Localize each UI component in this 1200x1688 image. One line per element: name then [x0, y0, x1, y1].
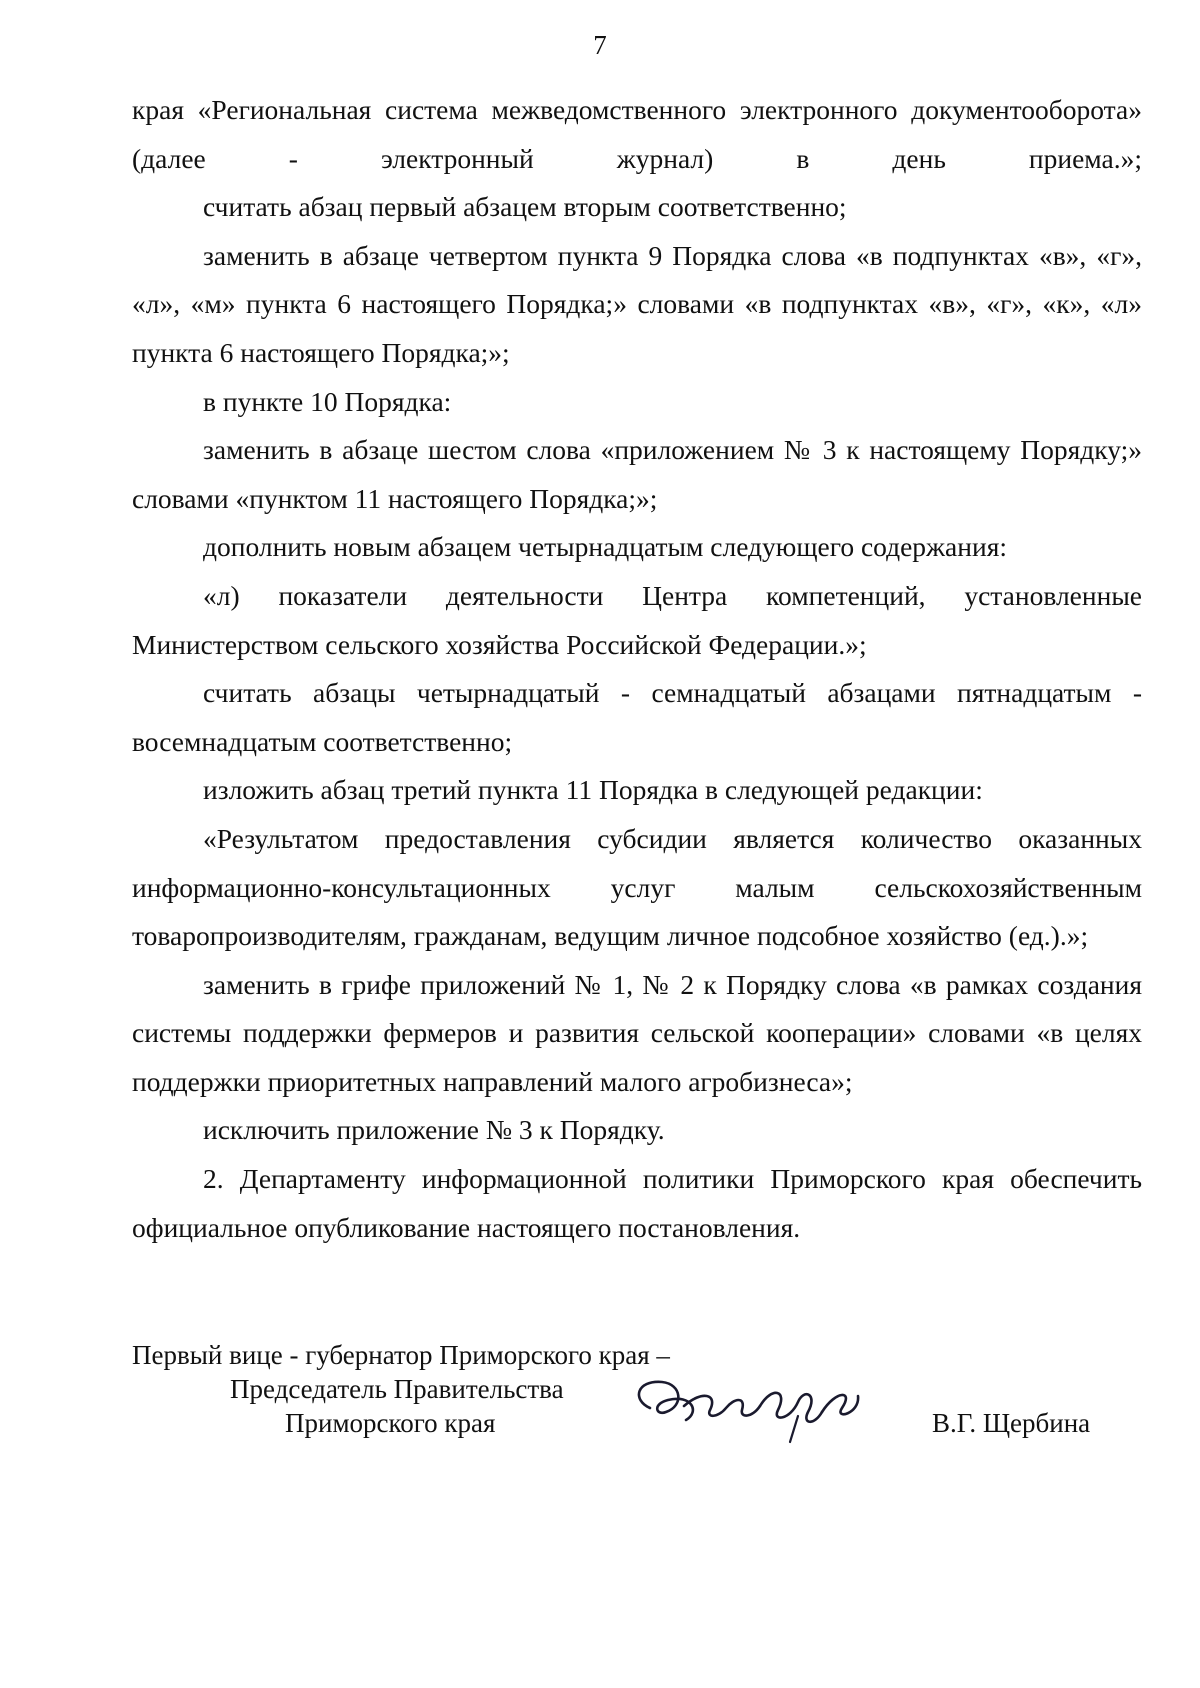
- paragraph-numbered: 2. Департаменту информационной политики Приморского края обеспечить официальное опубликование настоящего постановления.: [132, 1163, 1142, 1243]
- paragraph: изложить абзац третий пункта 11 Порядка в следующей редакции:: [203, 774, 983, 806]
- paragraph: заменить в абзаце четвертом пункта 9 Порядка слова «в подпунктах «в», «г», «л», «м» пункта 6 настоящего Порядка;» словами «в подпунктах «в», «г», «к», «л» пункта 6 настоящего Порядка;»;: [132, 239, 1142, 368]
- paragraph-continuation: края «Региональная система межведомственного электронного документооборота» (далее - электронный журнал) в день приема.»;: [132, 94, 1142, 174]
- signatory-position: Председатель Правительства: [230, 1374, 564, 1404]
- paragraph: считать абзац первый абзацем вторым соответственно;: [203, 191, 847, 223]
- signature-block: [132, 1338, 1142, 1458]
- paragraph: «Результатом предоставления субсидии является количество оказанных информационно-консультационных услуг малым сельскохозяйственным товаропроизводителям, гражданам, ведущим личное подсобное хозяйство (ед.).»;: [132, 822, 1142, 952]
- document-body: [132, 86, 1142, 1252]
- paragraph: дополнить новым абзацем четырнадцатым следующего содержания:: [203, 531, 1007, 563]
- paragraph: в пункте 10 Порядка:: [203, 385, 452, 417]
- signatory-position: Первый вице - губернатор Приморского края –: [132, 1340, 670, 1370]
- signatory-name: В.Г. Щербина: [932, 1408, 1091, 1438]
- signatory-position: Приморского края: [285, 1408, 496, 1438]
- paragraph: «л) показатели деятельности Центра компетенций, установленные Министерством сельского хозяйства Российской Федерации.»;: [132, 579, 1142, 660]
- paragraph: заменить в абзаце шестом слова «приложением № 3 к настоящему Порядку;» словами «пунктом 11 настоящего Порядка;»;: [132, 434, 1142, 514]
- handwritten-signature: [622, 1360, 872, 1450]
- paragraph: исключить приложение № 3 к Порядку.: [203, 1114, 665, 1146]
- paragraph: заменить в грифе приложений № 1, № 2 к Порядку слова «в рамках создания системы поддержки фермеров и развития сельской кооперации» словами «в целях поддержки приоритетных направлений малого агробизнеса»;: [132, 968, 1142, 1097]
- page-number: 7: [593, 30, 607, 60]
- paragraph: считать абзацы четырнадцатый - семнадцатый абзацами пятнадцатым - восемнадцатым соответственно;: [132, 677, 1142, 757]
